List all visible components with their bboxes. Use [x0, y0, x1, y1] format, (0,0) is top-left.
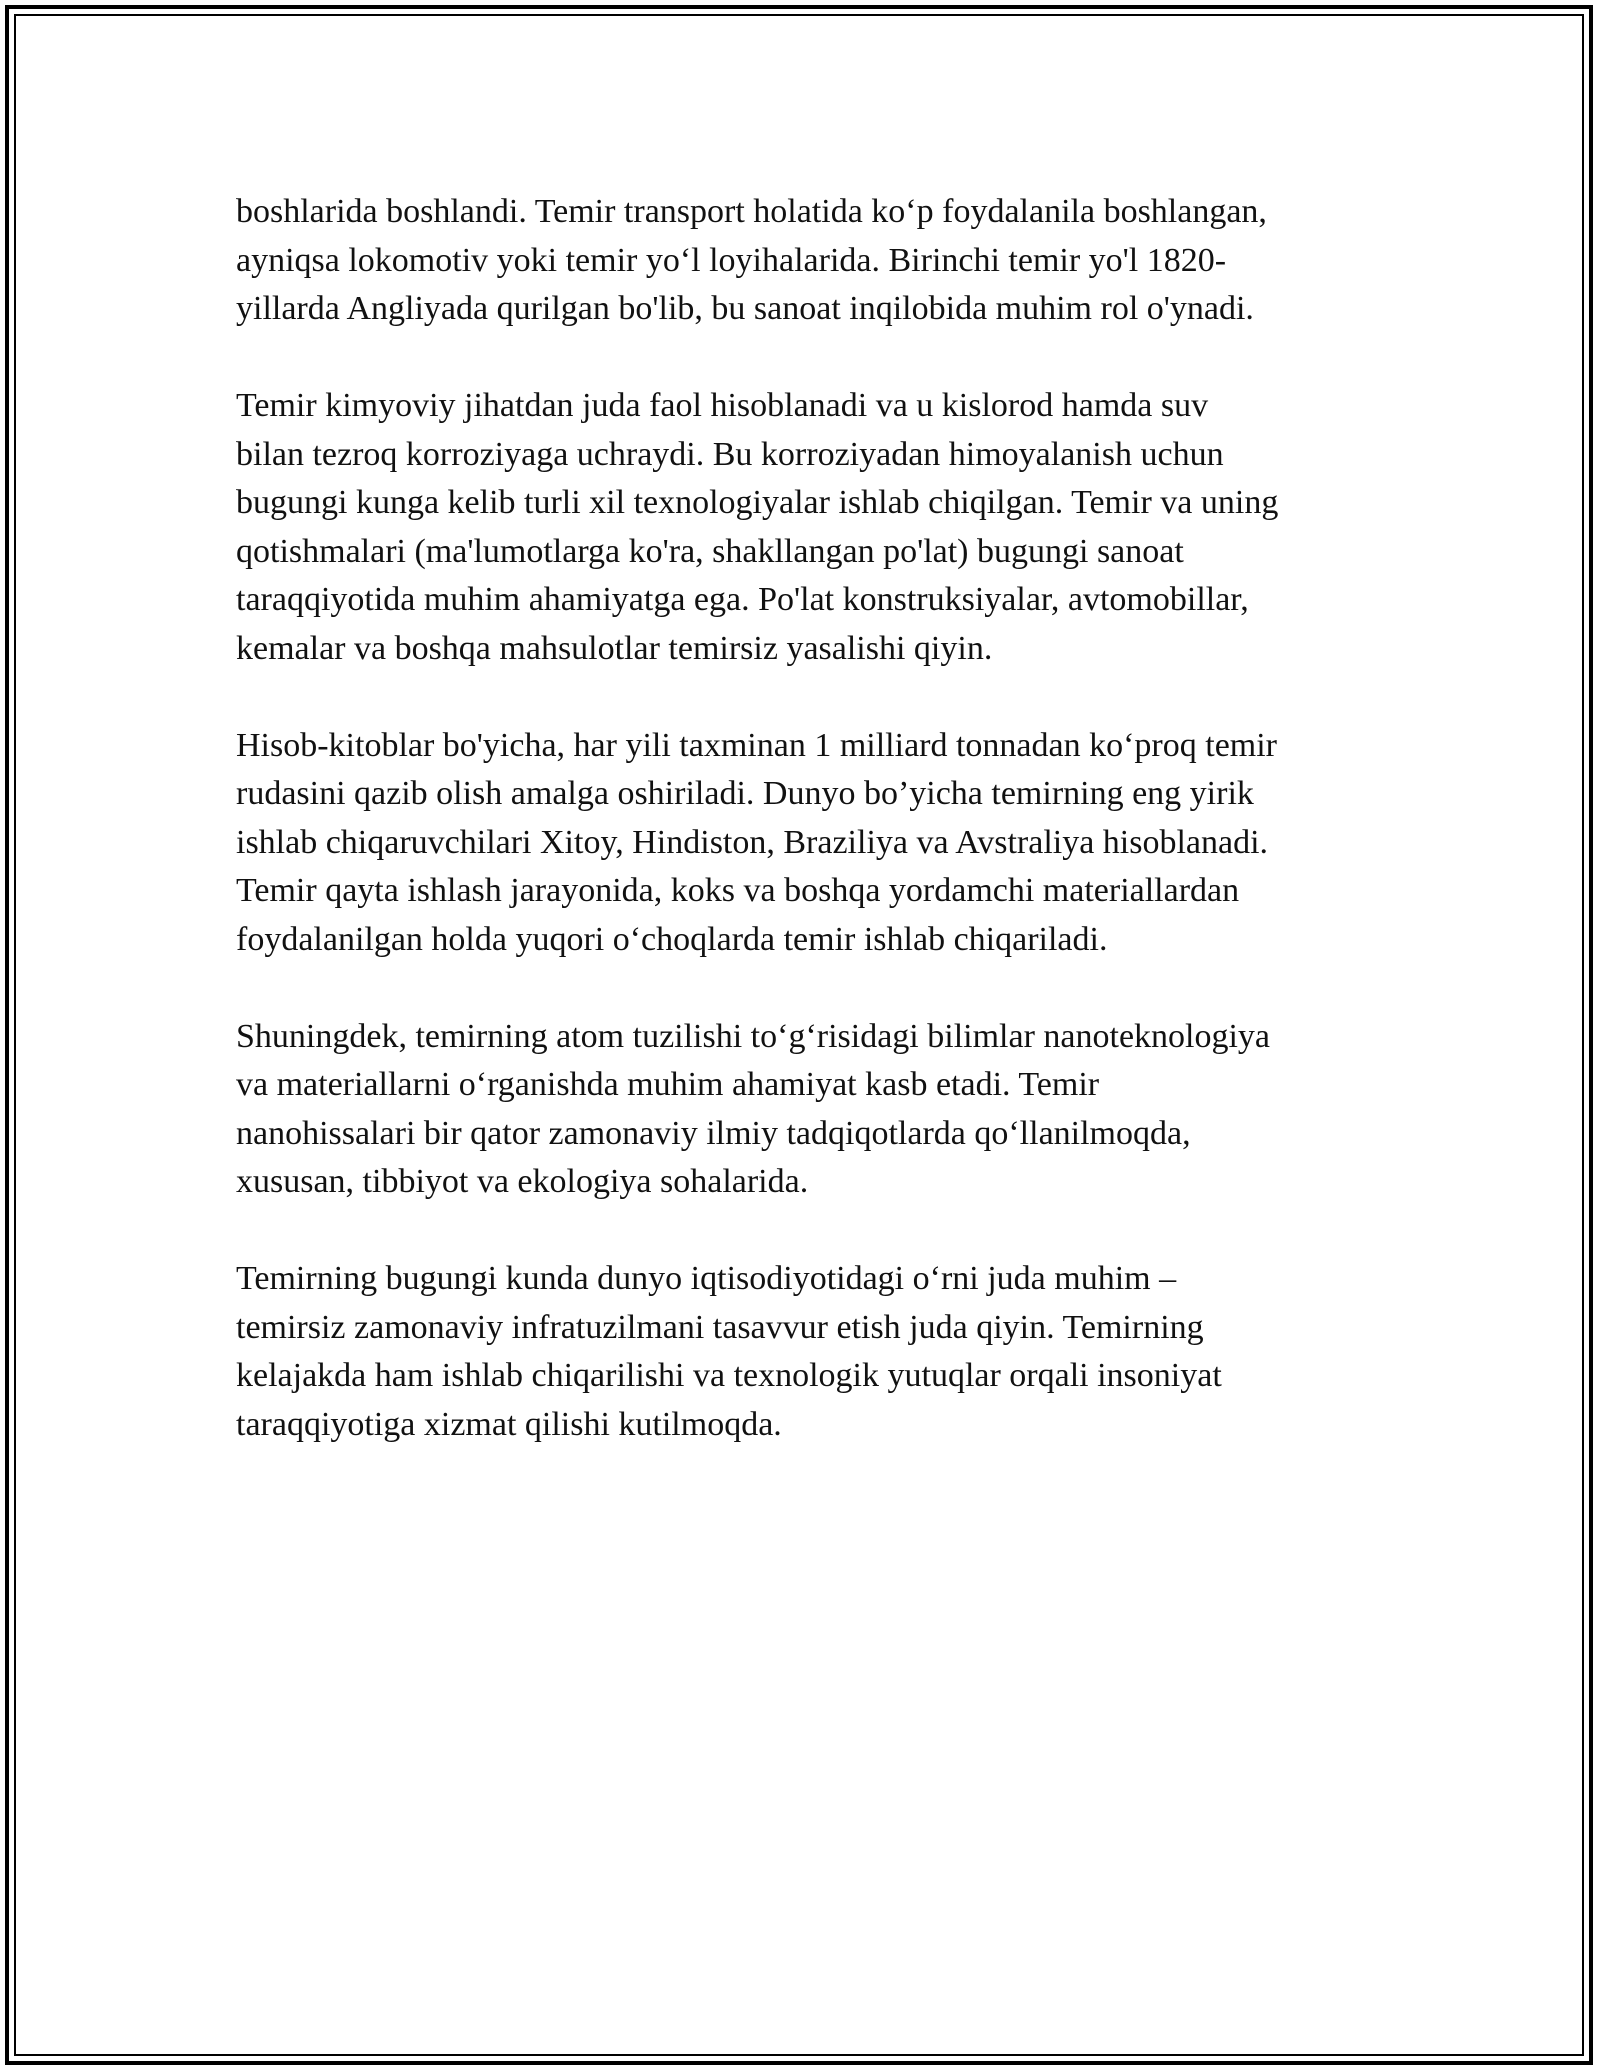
text-line: yillarda Angliyada qurilgan bo'lib, bu sanoat inqilobida muhim rol o'ynadi. [236, 290, 1254, 327]
text-line: boshlarida boshlandi. Temir transport holatida ko‘p foydalanila boshlangan, [236, 193, 1267, 230]
paragraph-2 [236, 382, 1386, 673]
text-line: nanohissalari bir qator zamonaviy ilmiy tadqiqotlarda qo‘llanilmoqda, [236, 1114, 1191, 1152]
document-body [236, 188, 1386, 1498]
text-line: va materiallarni o‘rganishda muhim ahamiyat kasb etadi. Temir [236, 1066, 1100, 1103]
paragraph-1 [236, 188, 1386, 334]
text-line: temirsiz zamonaviy infratuzilmani tasavvur etish juda qiyin. Temirning [236, 1308, 1204, 1346]
paragraph-4 [236, 1013, 1386, 1207]
text-line: xususan, tibbiyot va ekologiya sohalarida. [236, 1163, 809, 1200]
text-line: foydalanilgan holda yuqori o‘choqlarda temir ishlab chiqariladi. [236, 920, 1108, 958]
text-line: Temirning bugungi kunda dunyo iqtisodiyotidagi o‘rni juda muhim – [236, 1260, 1177, 1297]
text-line: Shuningdek, temirning atom tuzilishi to‘g‘risidagi bilimlar nanoteknologiya [236, 1017, 1271, 1055]
text-line: kelajakda ham ishlab chiqarilishi va texnologik yutuqlar orqali insoniyat [236, 1357, 1222, 1394]
text-line: taraqqiyotiga xizmat qilishi kutilmoqda. [236, 1405, 782, 1443]
text-line: ishlab chiqaruvchilari Xitoy, Hindiston, Braziliya va Avstraliya hisoblanadi. [236, 823, 1269, 861]
text-line: Temir qayta ishlash jarayonida, koks va boshqa yordamchi materiallardan [236, 872, 1240, 909]
text-line: Temir kimyoviy jihatdan juda faol hisoblanadi va u kislorod hamda suv [236, 387, 1209, 424]
text-line: rudasini qazib olish amalga oshiriladi. Dunyo bo’yicha temirning eng yirik [236, 775, 1254, 812]
text-line: Hisob-kitoblar bo'yicha, har yili taxminan 1 milliard tonnadan ko‘proq temir [236, 726, 1278, 764]
text-line: taraqqiyotida muhim ahamiyatga ega. Po'lat konstruksiyalar, avtomobillar, [236, 581, 1249, 618]
paragraph-3 [236, 722, 1386, 965]
text-line: bilan tezroq korroziyaga uchraydi. Bu korroziyadan himoyalanish uchun [236, 435, 1224, 473]
text-line: ayniqsa lokomotiv yoki temir yo‘l loyihalarida. Birinchi temir yo'l 1820- [236, 241, 1227, 279]
text-line: bugungi kunga kelib turli xil texnologiyalar ishlab chiqilgan. Temir va uning [236, 484, 1279, 521]
paragraph-5 [236, 1255, 1386, 1449]
text-line: kemalar va boshqa mahsulotlar temirsiz yasalishi qiyin. [236, 629, 993, 667]
text-line: qotishmalari (ma'lumotlarga ko'ra, shakllangan po'lat) bugungi sanoat [236, 532, 1184, 570]
